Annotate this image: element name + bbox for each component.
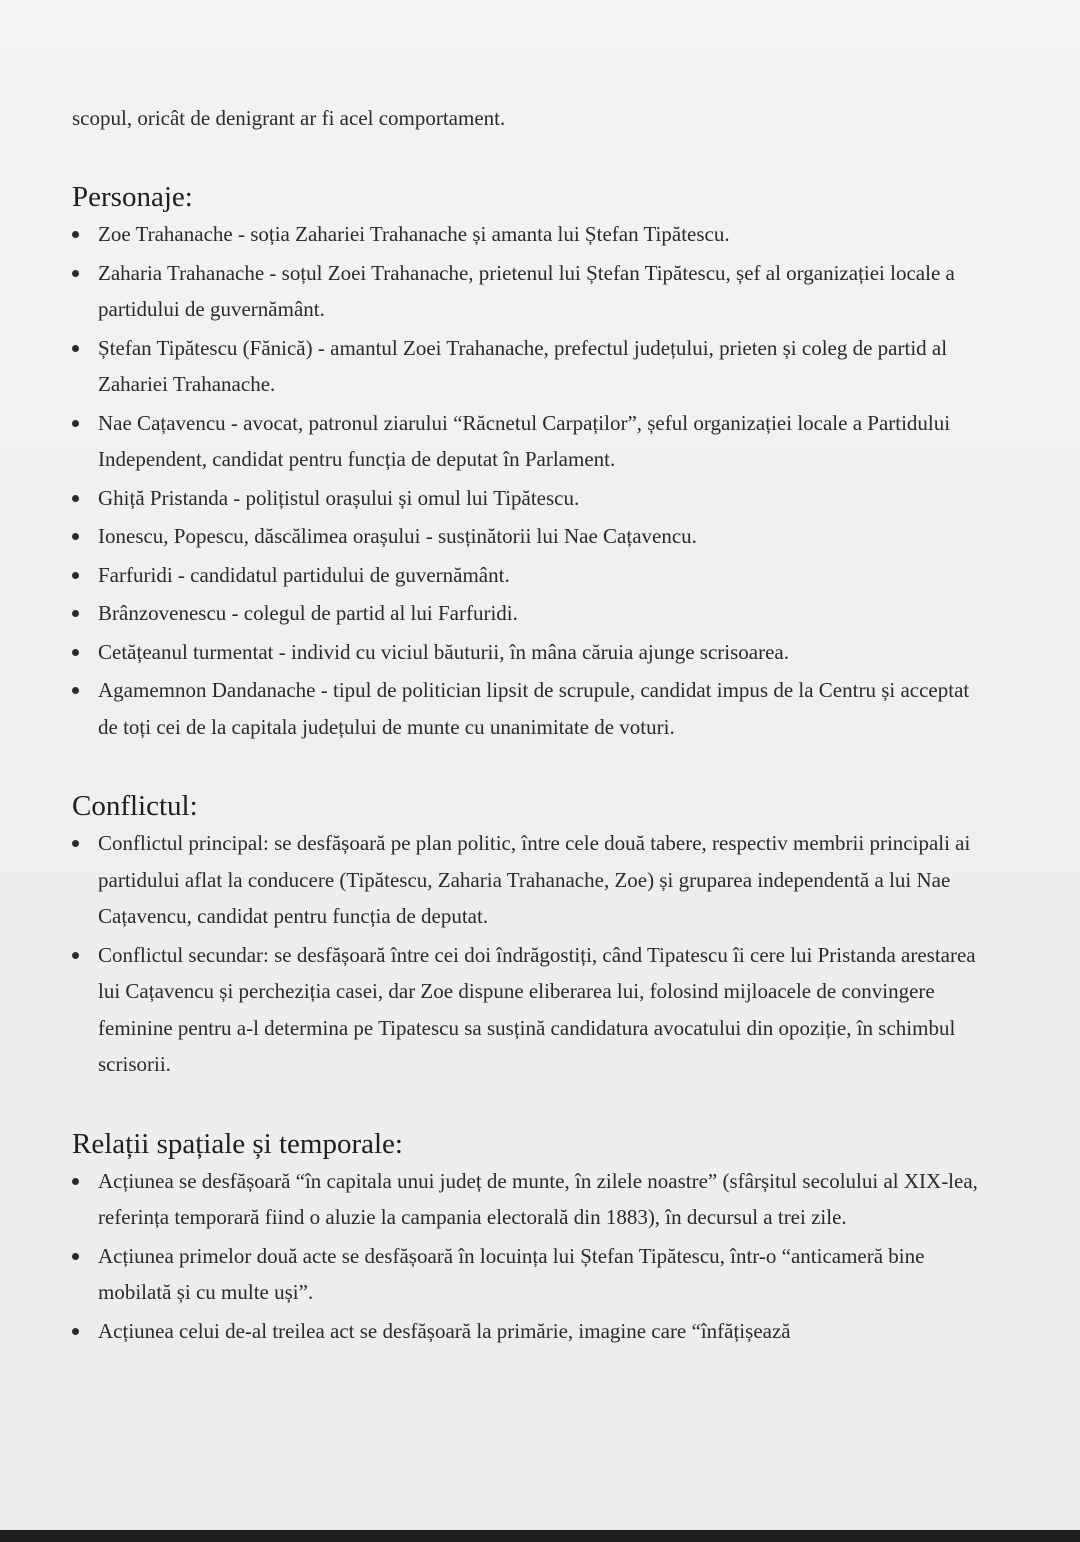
page-content	[72, 100, 992, 1391]
list-item: Ghiță Pristanda - polițistul orașului și omul lui Tipătescu.	[72, 480, 992, 517]
list-item: Brânzovenescu - colegul de partid al lui Farfuridi.	[72, 595, 992, 632]
section-heading-personaje: Personaje:	[72, 181, 193, 213]
list-item: Conflictul principal: se desfășoară pe plan politic, între cele două tabere, respectiv membrii principali ai partidului aflat la conducere (Tipătescu, Zaharia Trahanache, Zoe) și gruparea independentă a lui Nae Cațavencu, candidat pentru funcția de deputat.	[72, 825, 992, 935]
relations-list	[72, 1163, 992, 1350]
section-heading-conflictul: Conflictul:	[72, 790, 198, 822]
list-item: Conflictul secundar: se desfășoară între cei doi îndrăgostiți, când Tipatescu îi cere lui Pristanda arestarea lui Cațavencu și percheziția casei, dar Zoe dispune eliberarea lui, folosind mijloacele de convingere feminine pentru a-l determina pe Tipatescu sa susțină candidatura avocatului din opoziție, în schimbul scrisorii.	[72, 937, 992, 1083]
page-bottom-edge	[0, 1530, 1080, 1542]
list-item: Acțiunea primelor două acte se desfășoară în locuința lui Ștefan Tipătescu, într-o “anticameră bine mobilată și cu multe uși”.	[72, 1238, 992, 1311]
list-item: Ștefan Tipătescu (Fănică) - amantul Zoei Trahanache, prefectul județului, prieten și coleg de partid al Zahariei Trahanache.	[72, 330, 992, 403]
list-item: Zaharia Trahanache - soțul Zoei Trahanache, prietenul lui Ștefan Tipătescu, șef al organizației locale a partidului de guvernământ.	[72, 255, 992, 328]
list-item: Farfuridi - candidatul partidului de guvernământ.	[72, 557, 992, 594]
section-heading-relatii: Relații spațiale și temporale:	[72, 1127, 403, 1160]
list-item: Ionescu, Popescu, dăscălimea orașului - susținătorii lui Nae Cațavencu.	[72, 518, 992, 555]
list-item: Acțiunea se desfășoară “în capitala unui județ de munte, în zilele noastre” (sfârșitul secolului al XIX-lea, referința temporară fiind o aluzie la campania electorală din 1883), în decursul a trei zile.	[72, 1163, 992, 1236]
conflict-list	[72, 825, 992, 1083]
characters-list	[72, 216, 992, 745]
list-item: Zoe Trahanache - soția Zahariei Trahanache și amanta lui Ștefan Tipătescu.	[72, 216, 992, 253]
list-item: Nae Cațavencu - avocat, patronul ziarului “Răcnetul Carpaților”, șeful organizației locale a Partidului Independent, candidat pentru funcția de deputat în Parlament.	[72, 405, 992, 478]
list-item: Cetățeanul turmentat - individ cu viciul băuturii, în mâna căruia ajunge scrisoarea.	[72, 634, 992, 671]
lead-paragraph: scopul, oricât de denigrant ar fi acel comportament.	[72, 106, 506, 130]
list-item: Agamemnon Dandanache - tipul de politician lipsit de scrupule, candidat impus de la Centru și acceptat de toți cei de la capitala județului de munte cu unanimitate de voturi.	[72, 672, 992, 745]
list-item: Acțiunea celui de-al treilea act se desfășoară la primărie, imagine care “înfățișează	[72, 1313, 992, 1350]
